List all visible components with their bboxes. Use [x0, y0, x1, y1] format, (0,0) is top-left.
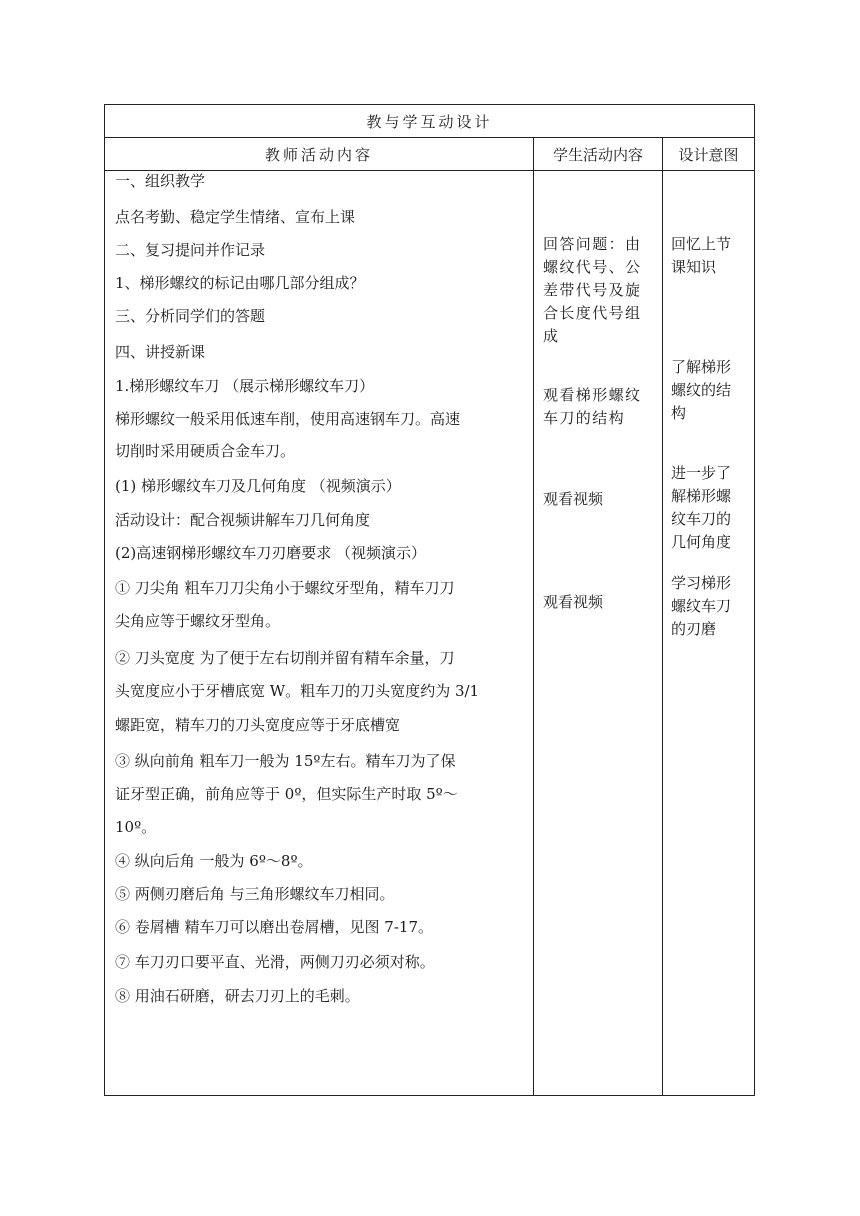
intent-line: 螺纹车刀 — [671, 597, 732, 615]
header-design-intent: 设计意图 — [678, 146, 739, 164]
teacher-line: 切削时采用硬质合金车刀。 — [115, 442, 296, 460]
teacher-line: ⑧ 用油石研磨，研去刀刃上的毛刺。 — [115, 987, 360, 1005]
intent-line: 螺纹的结 — [671, 381, 732, 399]
teacher-line: ⑥ 卷屑槽 精车刀可以磨出卷屑槽，见图 7-17。 — [115, 918, 434, 936]
intent-block — [671, 356, 731, 425]
student-line: 差带代号及旋 — [543, 281, 642, 299]
intent-line: 学习梯形 — [671, 574, 732, 592]
student-line: 螺纹代号、公 — [543, 258, 642, 276]
intent-line: 几何角度 — [671, 533, 732, 551]
student-line: 观看视频 — [543, 490, 604, 508]
teacher-line: 1.梯形螺纹车刀 （展示梯形螺纹车刀） — [115, 377, 375, 395]
student-line: 观看视频 — [543, 593, 604, 611]
teacher-line: ⑦ 车刀刃口要平直、光滑，两侧刀刃必须对称。 — [115, 953, 435, 971]
teacher-line: ④ 纵向后角 一般为 6º～8º。 — [115, 852, 313, 870]
student-line: 车刀的结构 — [543, 409, 626, 427]
student-line: 成 — [543, 327, 560, 345]
intent-line: 构 — [671, 404, 687, 422]
intent-line: 的刃磨 — [671, 620, 717, 638]
teacher-line: 二、复习提问并作记录 — [115, 241, 266, 259]
student-line: 观看梯形螺纹 — [543, 386, 642, 404]
teacher-line: 10º。 — [115, 818, 157, 836]
teacher-line: 三、分析同学们的答题 — [115, 307, 266, 325]
student-video-block — [543, 488, 603, 511]
teacher-line: (1) 梯形螺纹车刀及几何角度 （视频演示） — [115, 477, 401, 495]
teacher-line: 螺距宽，精车刀的刀头宽度应等于牙底槽宽 — [115, 716, 401, 734]
teacher-line: 1、梯形螺纹的标记由哪几部分组成？ — [115, 274, 365, 292]
intent-line: 进一步了 — [671, 464, 732, 482]
teacher-line: ② 刀头宽度 为了便于左右切削并留有精车余量，刀 — [115, 649, 455, 667]
student-answer-block — [543, 233, 641, 348]
teacher-line: (2)高速钢梯形螺纹车刀刃磨要求 （视频演示） — [115, 544, 427, 562]
student-line: 回答问题：由 — [543, 235, 642, 253]
intent-block — [671, 572, 731, 641]
student-observe-block — [543, 384, 641, 430]
intent-line: 纹车刀的 — [671, 510, 732, 528]
teacher-line: 活动设计：配合视频讲解车刀几何角度 — [115, 511, 371, 529]
teacher-line: ③ 纵向前角 粗车刀一般为 15º左右。精车刀为了保 — [115, 752, 456, 770]
interaction-design-table — [104, 104, 755, 1096]
student-video-block — [543, 591, 603, 614]
teacher-line: 梯形螺纹一般采用低速车削，使用高速钢车刀。高速 — [115, 410, 461, 428]
column-divider-2 — [662, 137, 663, 1095]
intent-line: 回忆上节 — [671, 235, 732, 253]
intent-block — [671, 233, 731, 279]
teacher-line: ⑤ 两侧刃磨后角 与三角形螺纹车刀相同。 — [115, 885, 395, 903]
teacher-line: ① 刀尖角 粗车刀刀尖角小于螺纹牙型角，精车刀刀 — [115, 579, 455, 597]
intent-block — [671, 462, 731, 554]
intent-line: 课知识 — [671, 258, 717, 276]
title-row-divider — [105, 137, 754, 138]
teacher-line: 证牙型正确，前角应等于 0º，但实际生产时取 5º～ — [115, 785, 458, 803]
teacher-line: 尖角应等于螺纹牙型角。 — [115, 612, 281, 630]
column-divider-1 — [533, 137, 534, 1095]
header-teacher-activity: 教师活动内容 — [264, 146, 373, 164]
table-title: 教与学互动设计 — [366, 113, 493, 131]
header-student-activity: 学生活动内容 — [552, 146, 643, 164]
teacher-line: 一、组织教学 — [115, 172, 206, 190]
teacher-line: 头宽度应小于牙槽底宽 W。粗车刀的刀头宽度约为 3/1 — [115, 682, 480, 700]
student-line: 合长度代号组 — [543, 304, 642, 322]
intent-line: 解梯形螺 — [671, 487, 732, 505]
intent-line: 了解梯形 — [671, 358, 732, 376]
teacher-line: 四、讲授新课 — [115, 343, 206, 361]
teacher-line: 点名考勤、稳定学生情绪、宣布上课 — [115, 208, 356, 226]
